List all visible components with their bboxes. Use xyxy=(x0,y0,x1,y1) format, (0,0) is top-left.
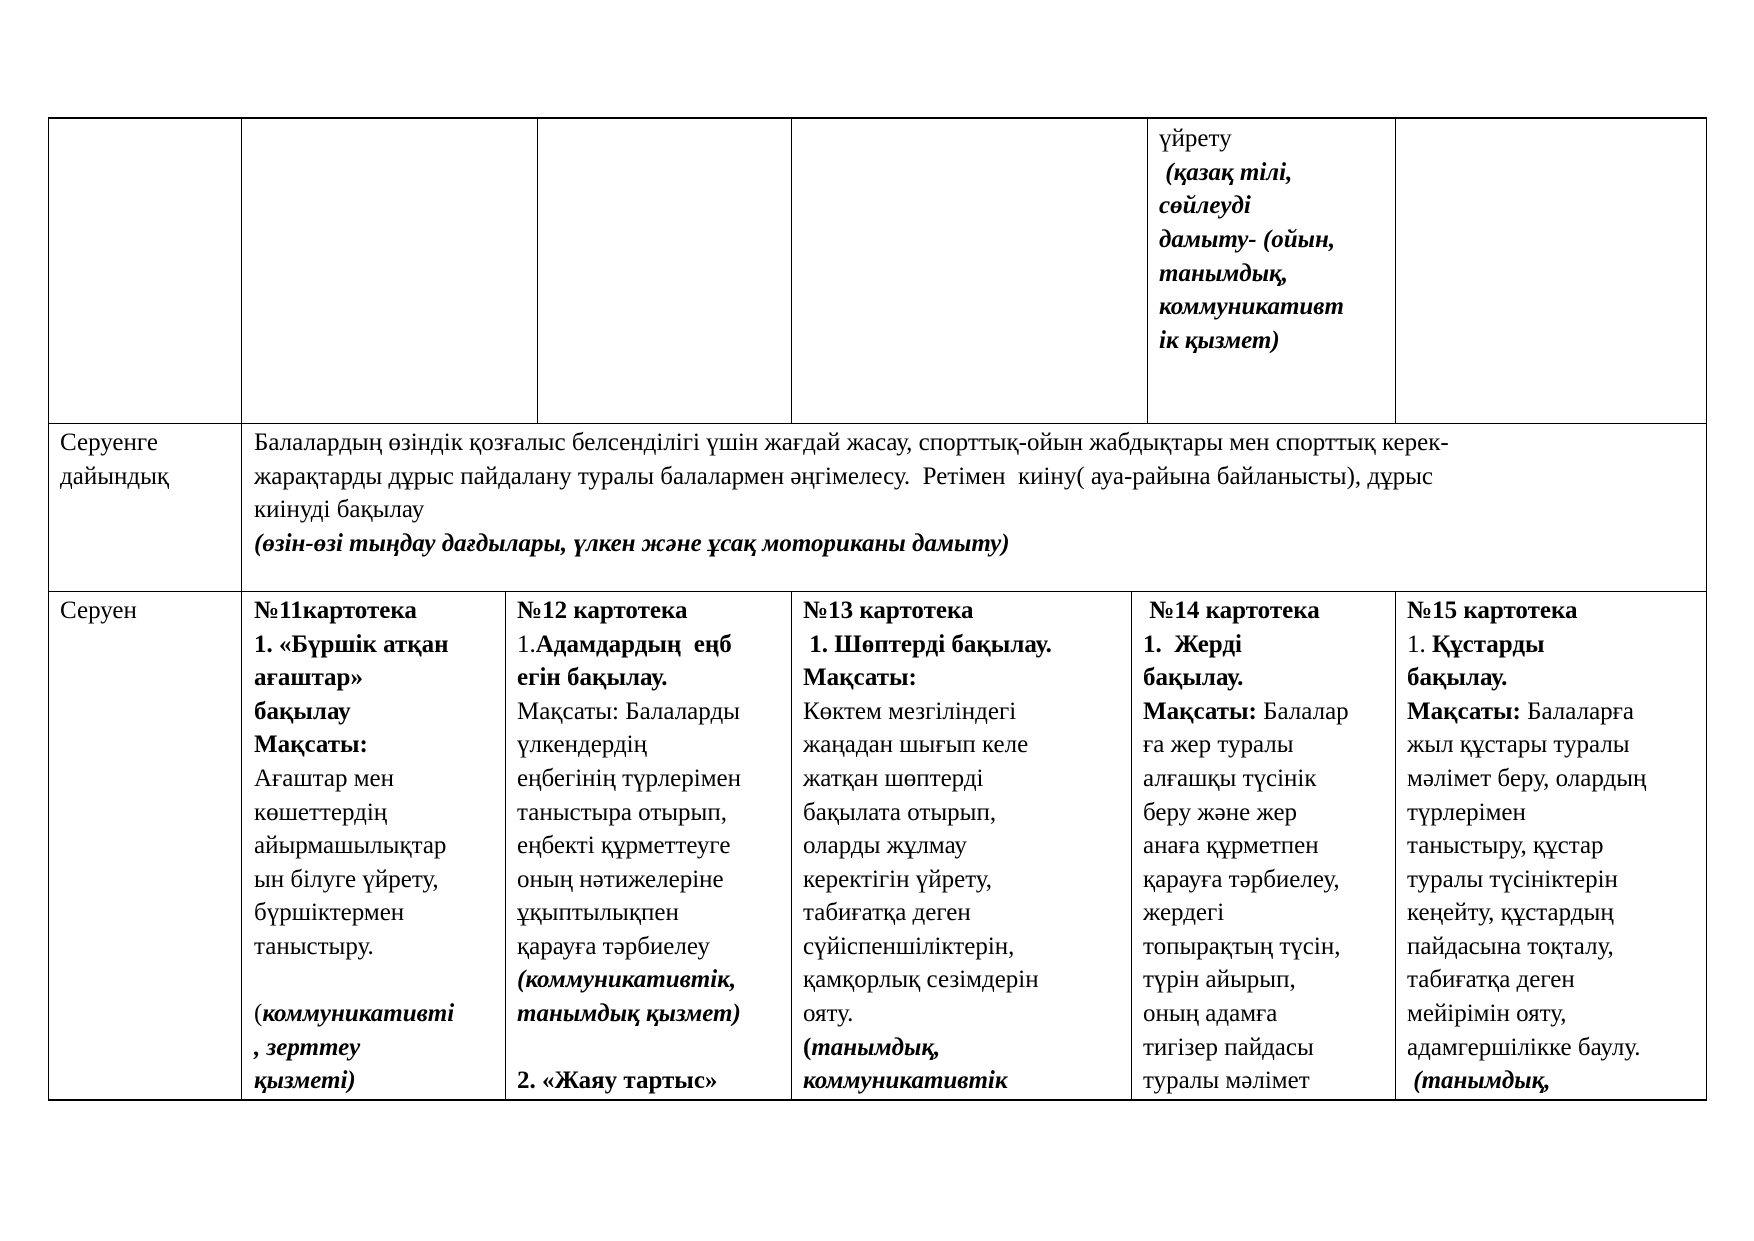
card-line xyxy=(1143,695,1349,729)
card-line: ға жер туралы xyxy=(1143,731,1294,758)
cell-text-italic: дамыту- (ойын, xyxy=(1159,226,1336,253)
card-line: ояту. xyxy=(803,1000,854,1027)
card-line: қарауға тәрбиелеу, xyxy=(1143,866,1340,893)
card-title: №12 картотека xyxy=(517,597,688,624)
bold-span: Құстарды xyxy=(1432,631,1545,658)
card-line: 2. «Жаяу тартыс» xyxy=(517,1067,718,1094)
card-line: бақылау xyxy=(254,698,351,725)
card-line: алғашқы түсінік xyxy=(1143,765,1317,792)
card-line: топырақтың түсін, xyxy=(1143,933,1341,960)
bold-span: Мақсаты: xyxy=(1143,698,1257,725)
card-line: үлкендердің xyxy=(517,731,648,758)
card-line: (коммуникативтік, xyxy=(517,966,737,993)
card-line: оның адамға xyxy=(1143,1000,1278,1027)
cell-text-italic: коммуникативт xyxy=(1159,293,1344,320)
card-line: , зерттеу xyxy=(254,1034,361,1061)
grid-line xyxy=(791,117,792,424)
card-line: кеңейту, құстардың xyxy=(1407,899,1614,926)
italic-span: коммуникативті xyxy=(262,1000,455,1027)
card-line xyxy=(517,628,732,662)
card-line: Мақсаты: Балаларды xyxy=(517,698,740,725)
card-line: тигізер пайдасы xyxy=(1143,1034,1314,1061)
card-line xyxy=(803,1031,940,1065)
card-line: пайдасына тоқталу, xyxy=(1407,933,1614,960)
card-line: көшеттердің xyxy=(254,799,388,826)
grid-line xyxy=(1395,591,1396,1101)
prep-italic-text: (өзін-өзі тыңдау дағдылары, үлкен және ұсақ моториканы дамыту) xyxy=(254,530,1010,557)
grid-line xyxy=(537,117,538,424)
cell-text-italic: танымдық, xyxy=(1159,260,1288,287)
card-line: жатқан шөптерді xyxy=(803,765,984,792)
grid-line xyxy=(1395,117,1396,424)
prep-text: Балалардың өзіндік қозғалыс белсенділігі үшін жағдай жасау, спорттық-ойын жабдықтары мен спорттық керек- xyxy=(254,429,1449,456)
grid-line xyxy=(1131,591,1132,1101)
paren: ( xyxy=(803,1034,812,1061)
card-line: қарауға тәрбиелеу xyxy=(517,933,710,960)
card-line: түрін айырып, xyxy=(1143,966,1296,993)
card-line: туралы мәлімет xyxy=(1143,1067,1310,1094)
paren: ( xyxy=(254,1000,263,1027)
cell-text: үйрету xyxy=(1159,125,1232,152)
card-line: сүйіспеншіліктерін, xyxy=(803,933,1015,960)
card-line: мәлімет беру, олардың xyxy=(1407,765,1647,792)
card-line: туралы түсініктерін xyxy=(1407,866,1618,893)
card-line: Ағаштар мен xyxy=(254,765,395,792)
grid-line xyxy=(48,1099,1707,1101)
card-line: табиғатқа деген xyxy=(803,899,971,926)
grid-line xyxy=(241,117,242,1101)
card-line xyxy=(1407,628,1545,662)
card-line: таныстыру. xyxy=(254,933,374,960)
card-line: қамқорлық сезімдерін xyxy=(803,966,1039,993)
cell-text-italic: сөйлеуді xyxy=(1159,192,1251,219)
card-line: еңбегінің түрлерімен xyxy=(517,765,742,792)
card-line: түрлерімен xyxy=(1407,799,1526,826)
grid-line xyxy=(48,591,1707,592)
card-title: №11картотека xyxy=(254,597,417,624)
prep-text: жарақтарды дұрыс пайдалану туралы балалармен әңгімелесу. Ретімен киіну( ауа-райына байланысты), дұрыс xyxy=(254,463,1434,490)
number-span: 1. xyxy=(517,631,536,658)
card-line: таныстыру, құстар xyxy=(1407,832,1604,859)
grid-line xyxy=(791,591,792,1101)
card-line: айырмашылықтар xyxy=(254,832,447,859)
card-line: Көктем мезгіліндегі xyxy=(803,698,1017,725)
card-line: жыл құстары туралы xyxy=(1407,731,1630,758)
card-line: 1. Жерді xyxy=(1143,631,1242,658)
card-title: №13 картотека xyxy=(803,597,974,624)
card-line: егін бақылау. xyxy=(517,664,668,691)
cell-text-italic: (қазақ тілі, xyxy=(1159,159,1293,186)
row-label: дайындық xyxy=(60,463,170,490)
card-line: ын білуге үйрету, xyxy=(254,866,439,893)
text-span: Балалар xyxy=(1256,698,1349,725)
card-line: беру және жер xyxy=(1143,799,1298,826)
card-line: адамгершілікке баулу. xyxy=(1407,1034,1641,1061)
card-title: №15 картотека xyxy=(1407,597,1578,624)
italic-span: танымдық, xyxy=(811,1034,941,1061)
card-line: жаңадан шығып келе xyxy=(803,731,1029,758)
card-line: (танымдық, xyxy=(1407,1067,1551,1094)
bold-span: Мақсаты: xyxy=(1407,698,1521,725)
card-line: таныстыра отырып, xyxy=(517,799,727,826)
card-line: бақылата отырып, xyxy=(803,799,997,826)
text-span: Балаларға xyxy=(1520,698,1635,725)
card-line: еңбекті құрметтеуге xyxy=(517,832,731,859)
card-line: бақылау. xyxy=(1143,664,1244,691)
card-line: табиғатқа деген xyxy=(1407,966,1575,993)
prep-text: киінуді бақылау xyxy=(254,496,425,523)
grid-line xyxy=(505,591,506,1101)
card-line: ағаштар» xyxy=(254,664,363,691)
card-line: Мақсаты: xyxy=(254,731,368,758)
cell-text-italic: ік қызмет) xyxy=(1159,327,1280,354)
card-line: бүршіктермен xyxy=(254,899,405,926)
card-line: анаға құрметпен xyxy=(1143,832,1319,859)
card-line: танымдық қызмет) xyxy=(517,1000,741,1027)
card-line xyxy=(254,997,454,1031)
card-line: мейірімін ояту, xyxy=(1407,1000,1567,1027)
card-line: оның нәтижелеріне xyxy=(517,866,724,893)
card-title: №14 картотека xyxy=(1143,597,1320,624)
card-line: бақылау. xyxy=(1407,664,1508,691)
grid-line xyxy=(1706,117,1707,1101)
card-line: 1. Шөптерді бақылау. xyxy=(803,631,1052,658)
card-line: қызметі) xyxy=(254,1067,356,1094)
grid-line xyxy=(48,117,49,1101)
row-label: Серуенге xyxy=(60,429,158,456)
card-line: ұқыптылықпен xyxy=(517,899,679,926)
card-line: Мақсаты: xyxy=(803,664,917,691)
card-line: коммуникативтік xyxy=(803,1067,1008,1094)
grid-line xyxy=(48,423,1707,424)
row-label: Серуен xyxy=(60,597,137,624)
card-line xyxy=(1407,695,1634,729)
card-line: оларды жұлмау xyxy=(803,832,967,859)
number-span: 1. xyxy=(1407,631,1432,658)
grid-line xyxy=(1147,117,1148,424)
card-line: керектігін үйрету, xyxy=(803,866,993,893)
bold-span: Адамдардың еңб xyxy=(535,631,732,658)
card-line: 1. «Бүршік атқан xyxy=(254,631,449,658)
grid-line xyxy=(48,117,1707,119)
card-line: жердегі xyxy=(1143,899,1225,926)
